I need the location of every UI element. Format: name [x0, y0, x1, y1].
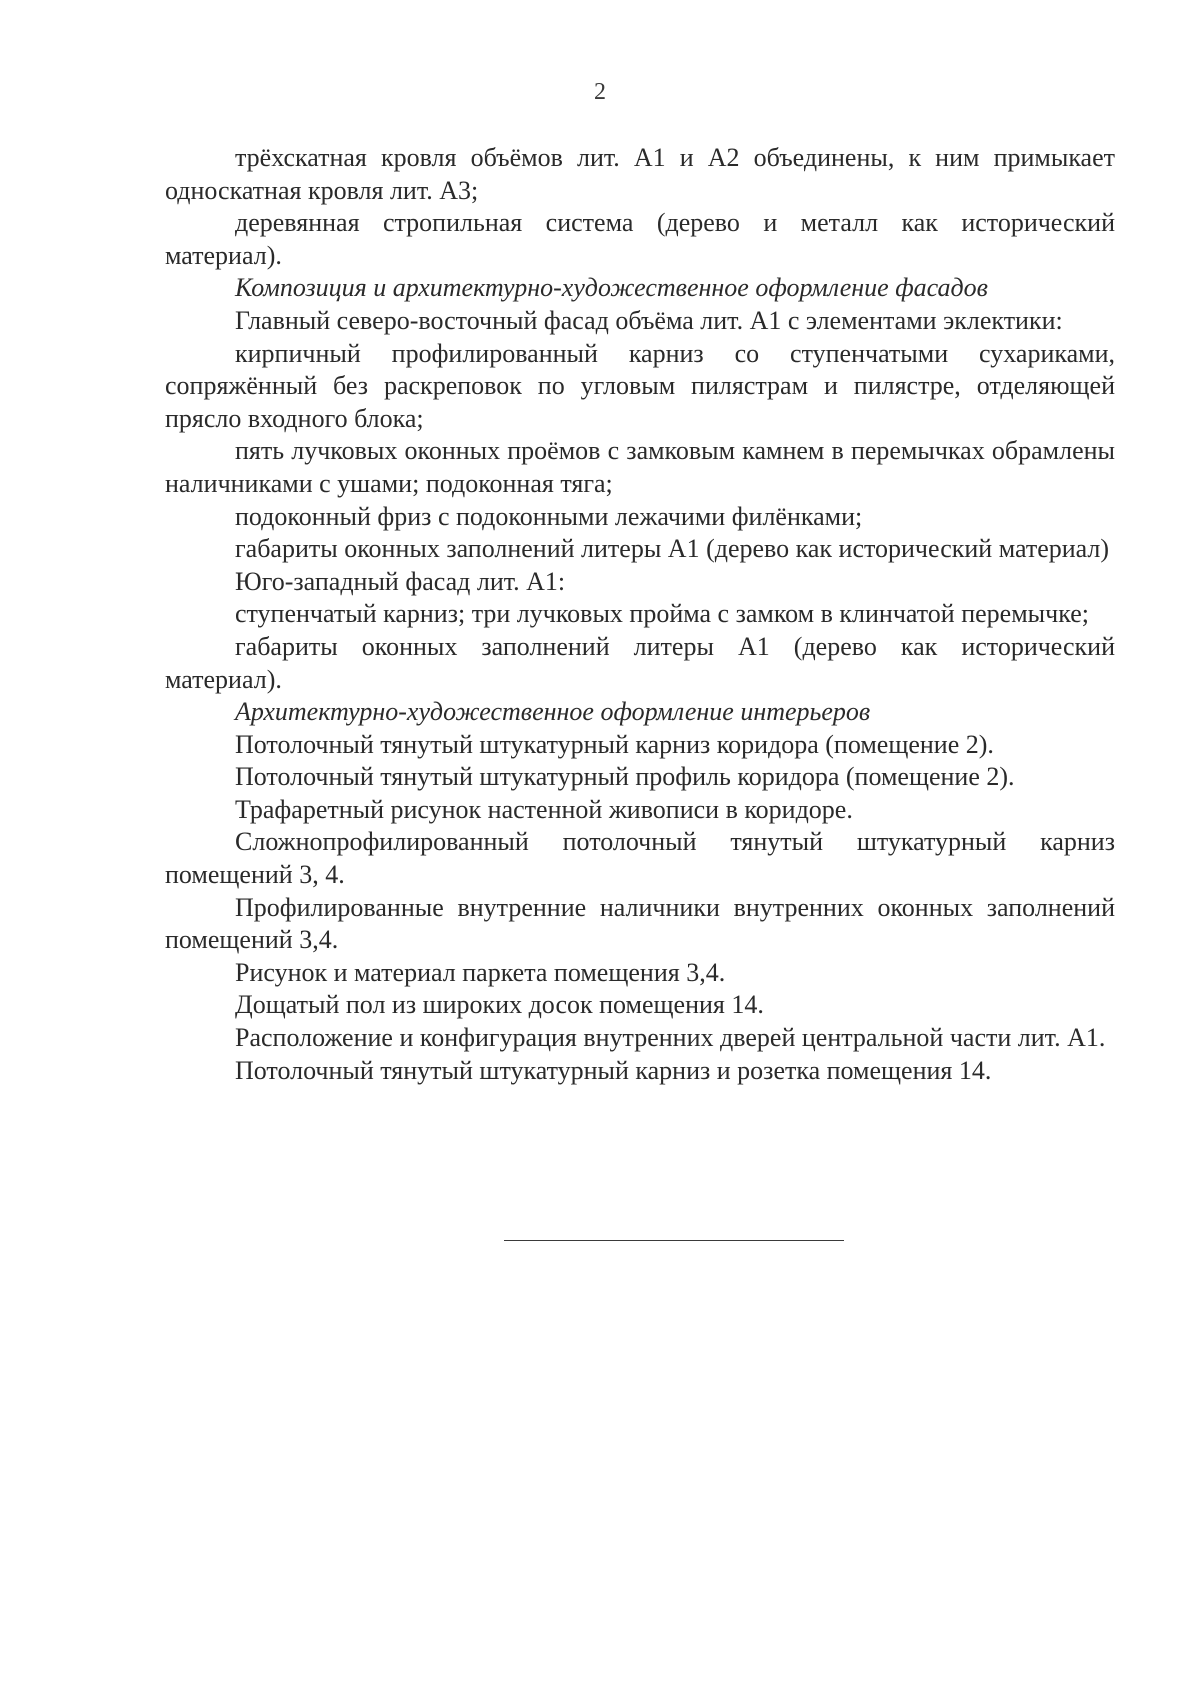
paragraph-parquet: Рисунок и материал паркета помещения 3,4.	[235, 957, 726, 987]
paragraph-rosette: Потолочный тянутый штукатурный карниз и розетка помещения 14.	[235, 1055, 992, 1085]
paragraph-rafter-system: деревянная стропильная система (дерево и металл как исторический материал).	[165, 208, 1115, 270]
paragraph-southwest-facade: Юго-западный фасад лит. А1:	[235, 566, 566, 596]
section-heading-interiors: Архитектурно-художественное оформление интерьеров	[235, 697, 871, 727]
paragraph-cornice: кирпичный профилированный карниз со ступенчатыми сухариками, сопряжённый без раскреповок по угловым пилястрам и пилястре, отделяющей прясло входного блока;	[165, 338, 1115, 433]
paragraph-interior-doors: Расположение и конфигурация внутренних дверей центральной части лит. А1.	[235, 1023, 1106, 1053]
paragraph-complex-cornice: Сложнопрофилированный потолочный тянутый штукатурный карниз помещений 3, 4.	[165, 827, 1115, 890]
paragraph-window-openings: пять лучковых оконных проёмов с замковым камнем в перемычках обрамлены наличниками с ушами; подоконная тяга;	[165, 436, 1115, 498]
paragraph-window-dimensions: габариты оконных заполнений литеры А1 (дерево как исторический материал)	[235, 534, 1110, 564]
paragraph-window-dimensions-2: габариты оконных заполнений литеры А1 (дерево как исторический материал).	[165, 631, 1115, 694]
paragraph-ceiling-profile: Потолочный тянутый штукатурный профиль коридора (помещение 2).	[235, 762, 1015, 792]
paragraph-roof: трёхскатная кровля объёмов лит. А1 и А2 объединены, к ним примыкает односкатная кровля лит. А3;	[165, 143, 1115, 205]
section-heading-facades: Композиция и архитектурно-художественное оформление фасадов	[235, 273, 988, 303]
paragraph-frieze: подоконный фриз с подоконными лежачими филёнками;	[235, 501, 863, 531]
paragraph-stencil-painting: Трафаретный рисунок настенной живописи в коридоре.	[235, 794, 853, 824]
paragraph-ceiling-cornice: Потолочный тянутый штукатурный карниз коридора (помещение 2).	[235, 729, 994, 759]
paragraph-plank-floor: Дощатый пол из широких досок помещения 14.	[235, 990, 764, 1020]
paragraph-interior-trims: Профилированные внутренние наличники внутренних оконных заполнений помещений 3,4.	[165, 892, 1115, 955]
paragraph-main-facade: Главный северо-восточный фасад объёма лит. А1 с элементами эклектики:	[235, 305, 1063, 335]
page-number: 2	[594, 79, 606, 105]
document-body	[165, 142, 1115, 1087]
end-divider-line	[504, 1240, 844, 1241]
paragraph-stepped-cornice: ступенчатый карниз; три лучковых пройма с замком в клинчатой перемычке;	[235, 599, 1089, 629]
